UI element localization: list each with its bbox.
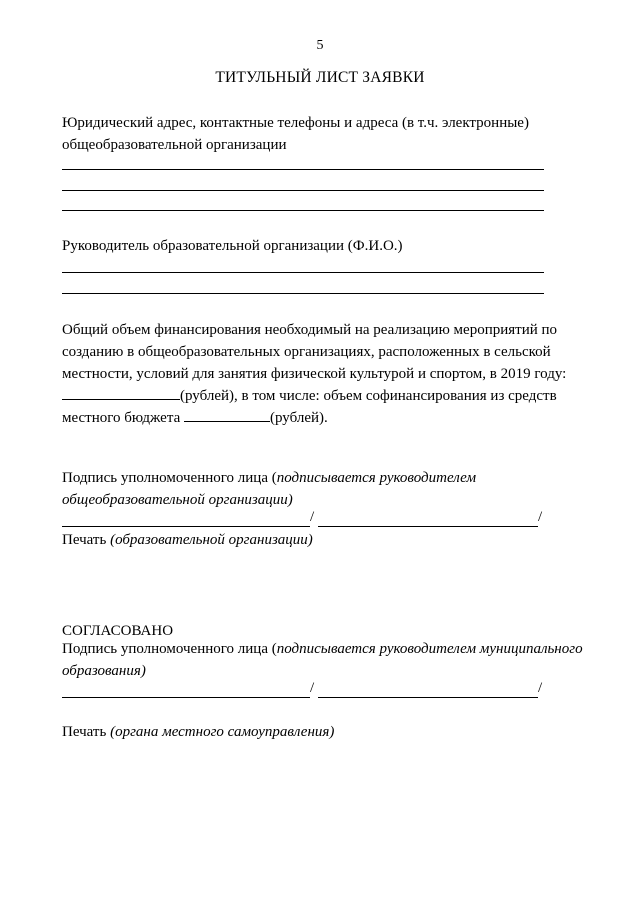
org-signature-italic1: подписывается руководителем [276, 470, 477, 486]
municipal-stamp [62, 721, 596, 743]
municipal-signature-blank[interactable] [62, 697, 310, 698]
org-stamp-label: Печать [62, 532, 107, 548]
page-title: ТИТУЛЬНЫЙ ЛИСТ ЗАЯВКИ [215, 69, 425, 86]
municipal-signature-slash: / [310, 680, 315, 696]
org-signature-label [62, 467, 596, 511]
municipal-signature-slash-end: / [538, 680, 543, 696]
org-signature-line2: общеобразовательной организации) [62, 492, 293, 508]
org-signature-blank[interactable] [62, 526, 310, 527]
org-stamp [62, 529, 596, 551]
funding-text-line2: созданию в общеобразовательных организациях, расположенных в сельской [62, 344, 551, 360]
org-signature-slash-end: / [538, 509, 543, 525]
local-budget-blank[interactable] [184, 408, 270, 422]
municipal-signature-label [62, 638, 622, 682]
municipal-signature-line1 [62, 638, 622, 660]
director-label: Руководитель образовательной организации (Ф.И.О.) [62, 238, 403, 254]
municipal-signature-italic1: подписывается руководителем муниципального [276, 641, 583, 657]
director-blank-line-1[interactable] [62, 272, 544, 273]
funding-text-line5 [62, 407, 596, 429]
municipal-name-blank[interactable] [318, 697, 538, 698]
municipal-stamp-italic: (органа местного самоуправления) [110, 724, 335, 740]
address-blank-line-3[interactable] [62, 210, 544, 211]
total-funding-blank[interactable] [62, 386, 180, 400]
org-signature-line1 [62, 467, 596, 489]
address-blank-line-2[interactable] [62, 190, 544, 191]
local-budget-unit: (рублей). [269, 410, 328, 426]
address-label-line1: Юридический адрес, контактные телефоны и адреса (в т.ч. электронные) [62, 115, 529, 131]
funding-text-line4-rest: (рублей), в том числе: объем софинансирования из средств [180, 388, 557, 404]
org-name-blank[interactable] [318, 526, 538, 527]
municipal-signature-line2: образования) [62, 663, 146, 679]
director-blank-line-2[interactable] [62, 293, 544, 294]
approved-label: СОГЛАСОВАНО [62, 623, 174, 639]
address-label [62, 112, 596, 156]
funding-paragraph [62, 319, 596, 429]
municipal-signature-prefix: Подпись уполномоченного лица ( [62, 641, 277, 657]
funding-text-line4 [62, 385, 596, 407]
org-signature-slash: / [310, 509, 315, 525]
org-signature-prefix: Подпись уполномоченного лица ( [62, 470, 277, 486]
page-number: 5 [316, 38, 324, 53]
local-budget-label: местного бюджета [62, 410, 181, 426]
funding-text-line3: местности, условий для занятия физической культурой и спортом, в 2019 году: [62, 366, 567, 382]
address-label-line2: общеобразовательной организации [62, 137, 287, 153]
municipal-stamp-label: Печать [62, 724, 107, 740]
funding-text-line1: Общий объем финансирования необходимый на реализацию мероприятий по [62, 322, 558, 338]
org-stamp-italic: (образовательной организации) [110, 532, 313, 548]
address-blank-line-1[interactable] [62, 169, 544, 170]
